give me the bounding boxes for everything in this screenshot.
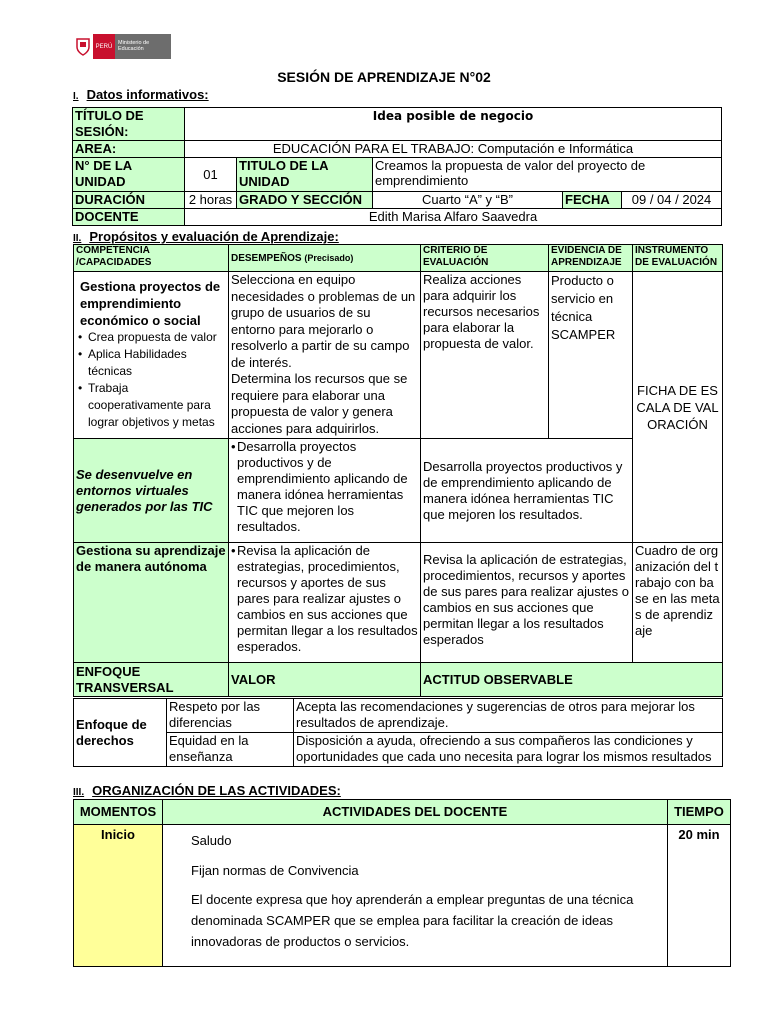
logo-country: PERÚ — [93, 34, 115, 59]
valor-header: VALOR — [229, 663, 421, 697]
area-value: EDUCACIÓN PARA EL TRABAJO: Computación e Informática — [185, 141, 722, 158]
unidad-titulo-label: TITULO DE LA UNIDAD — [237, 158, 373, 192]
capacidad-item: • Crea propuesta de valor — [76, 329, 226, 346]
tiempo-value: 20 min — [668, 825, 731, 967]
momento-inicio: Inicio — [74, 825, 163, 967]
minedu-logo — [73, 34, 171, 59]
capacidad-item: • Aplica Habilidades técnicas — [76, 346, 226, 380]
actitud-1: Acepta las recomendaciones y sugerencias de otros para mejorar los resultados de aprendizaje. — [294, 699, 723, 733]
activities-table — [73, 799, 731, 967]
section-heading-3: III. ORGANIZACIÓN DE LAS ACTIVIDADES: — [73, 783, 341, 798]
logo-ministry: Ministerio de Educación — [115, 34, 171, 59]
titulo-label: TÍTULO DE SESIÓN: — [73, 108, 185, 141]
docente-label: DOCENTE — [73, 209, 185, 226]
fecha-label: FECHA — [563, 192, 622, 209]
instrumento-3: Cuadro de organización del trabajo con base en las metas de aprendizaje — [633, 543, 723, 663]
desempeno-3: • Revisa la aplicación de estrategias, procedimientos, recursos y aportes de sus pares para realizar ajustes o cambios en sus acciones que permitan llegar a los resultados esperados. — [229, 543, 421, 663]
valor-2: Equidad en la enseñanza — [167, 733, 294, 767]
checkbox-glyph-icon — [169, 889, 191, 952]
capacidades-list — [76, 329, 226, 431]
desempeno-2: • Desarrolla proyectos productivos y de emprendimiento aplicando de manera idónea herramientas TIC que mejoren los resultados. — [229, 439, 421, 543]
header-desempenos: DESEMPEÑOS (Precisado) — [229, 245, 421, 272]
fecha-value: 09 / 04 / 2024 — [622, 192, 722, 209]
evidencia-1: Producto o servicio en técnica SCAMPER — [549, 272, 633, 439]
criterio-3: Revisa la aplicación de estrategias, procedimientos, recursos y aportes de sus pares para realizar ajustes o cambios en sus acciones que permitan llegar a los resultados esperados — [421, 543, 633, 663]
checkbox-glyph-icon — [169, 863, 191, 879]
section-heading-1: I. Datos informativos: — [73, 87, 209, 102]
info-table — [72, 107, 722, 226]
header-actividades: ACTIVIDADES DEL DOCENTE — [163, 800, 668, 825]
criterio-1: Realiza acciones para adquirir los recursos necesarios para elaborar la propuesta de valor. — [421, 272, 549, 439]
header-evidencia: EVIDENCIA DE APRENDIZAJE — [549, 245, 633, 272]
unidad-n-label: N° DE LA UNIDAD — [73, 158, 185, 192]
instrumento-1: FICHA DE ESCALA DE VALORACIÓN — [633, 272, 723, 543]
desempeno-1: Selecciona en equipo necesidades o problemas de un grupo de usuarios de su entorno para mejorarlo o resolverlo a partir de su campo de interés. Determina los recursos que se requiere para elaborar una propuesta de valor y genera acciones para adquirirlos. — [229, 272, 421, 439]
valor-1: Respeto por las diferencias — [167, 699, 294, 733]
header-tiempo: TIEMPO — [668, 800, 731, 825]
checkbox-glyph-icon — [169, 833, 191, 849]
criterio-2: Desarrolla proyectos productivos y de emprendimiento aplicando de manera idónea herramientas TIC que mejoren los resultados. — [421, 439, 633, 543]
docente-value: Edith Marisa Alfaro Saavedra — [185, 209, 722, 226]
activity-item: Fijan normas de Convivencia — [169, 863, 661, 879]
purposes-table — [73, 244, 723, 697]
header-momentos: MOMENTOS — [74, 800, 163, 825]
header-criterio: CRITERIO DE EVALUACIÓN — [421, 245, 549, 272]
activity-item: Saludo — [169, 833, 661, 849]
unidad-n-value: 01 — [185, 158, 237, 192]
page-title: SESIÓN DE APRENDIZAJE N°02 — [277, 69, 491, 85]
unidad-titulo-value: Creamos la propuesta de valor del proyecto de emprendimiento — [373, 158, 722, 192]
grado-value: Cuarto “A” y “B” — [373, 192, 563, 209]
competencia-1: Gestiona proyectos de emprendimiento económico o social — [80, 279, 221, 328]
duracion-label: DURACIÓN — [73, 192, 185, 209]
activity-item: El docente expresa que hoy aprenderán a emplear preguntas de una técnica denominada SCAMPER que se emplea para facilitar la creación de ideas innovadoras de productos o servicios. — [169, 889, 661, 952]
duracion-value: 2 horas — [185, 192, 237, 209]
capacidad-item: • Trabaja cooperativamente para lograr objetivos y metas — [76, 380, 226, 431]
header-competencia: COMPETENCIA /CAPACIDADES — [74, 245, 229, 272]
actitud-header: ACTITUD OBSERVABLE — [421, 663, 723, 697]
enfoque-table — [73, 698, 723, 767]
enfoque-header: ENFOQUE TRANSVERSAL — [74, 663, 229, 697]
section-heading-2: II. Propósitos y evaluación de Aprendizaje: — [73, 229, 339, 244]
actitud-2: Disposición a ayuda, ofreciendo a sus compañeros las condiciones y oportunidades que cada uno necesita para lograr los mismos resultados — [294, 733, 723, 767]
coat-of-arms-icon — [73, 34, 93, 59]
area-label: AREA: — [73, 141, 185, 158]
header-instrumento: INSTRUMENTO DE EVALUACIÓN — [633, 245, 723, 272]
grado-label: GRADO Y SECCIÓN — [237, 192, 373, 209]
competencia-cell-1 — [74, 272, 229, 439]
titulo-value: Idea posible de negocio — [185, 108, 722, 141]
actividades-cell — [163, 825, 668, 967]
enfoque-name: Enfoque de derechos — [74, 699, 167, 767]
competencia-2: Se desenvuelve en entornos virtuales generados por las TIC — [74, 439, 229, 543]
competencia-3: Gestiona su aprendizaje de manera autónoma — [74, 543, 229, 663]
